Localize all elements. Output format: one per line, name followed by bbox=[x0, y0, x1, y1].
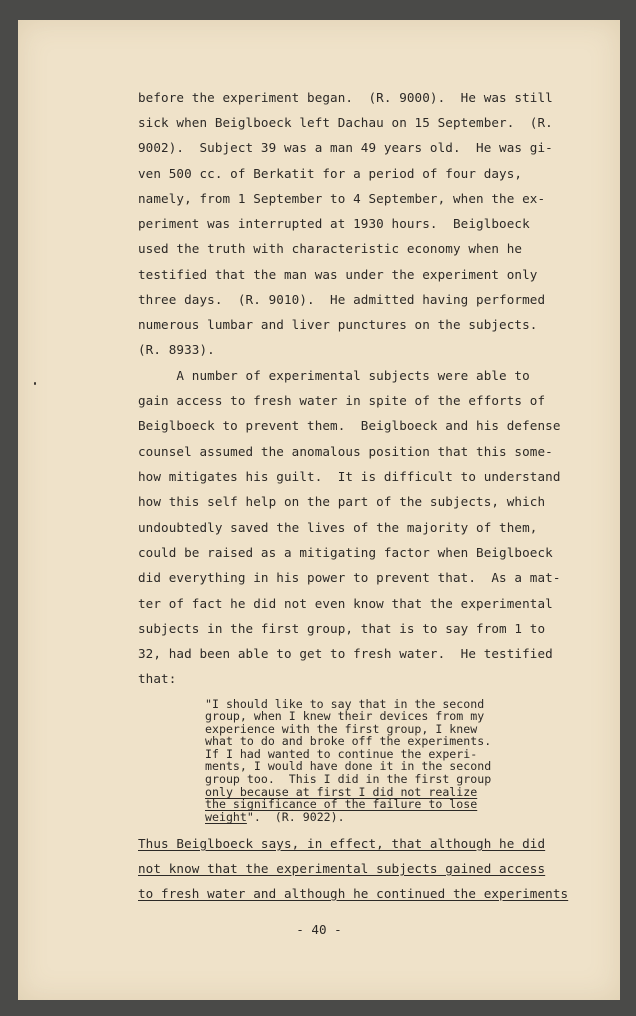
quote-line: group, when I knew their devices from my bbox=[205, 709, 485, 723]
text-line: Beiglboeck to prevent them. Beiglboeck and his defense bbox=[138, 418, 561, 433]
margin-mark bbox=[34, 382, 36, 385]
text-line: undoubtedly saved the lives of the majority of them, bbox=[138, 520, 538, 535]
text-line: how mitigates his guilt. It is difficult to understand bbox=[138, 469, 561, 484]
text-line: subjects in the first group, that is to say from 1 to bbox=[138, 621, 546, 636]
quote-line: group too. This I did in the first group bbox=[205, 772, 492, 786]
text-line: used the truth with characteristic economy when he bbox=[138, 241, 523, 256]
quote-citation: ". (R. 9022). bbox=[246, 810, 345, 824]
quote-underlined-word: weight bbox=[205, 810, 247, 824]
text-line: testified that the man was under the experiment only bbox=[138, 267, 538, 282]
quote-line: ments, I would have done it in the second bbox=[205, 759, 492, 773]
quote-line-underlined: only because at first I did not realize bbox=[205, 785, 478, 799]
text-line: that: bbox=[138, 671, 177, 686]
text-line-underlined: Thus Beiglboeck says, in effect, that although he did bbox=[138, 836, 546, 851]
text-line: counsel assumed the anomalous position that this some- bbox=[138, 444, 553, 459]
text-line-underlined: to fresh water and although he continued the experiments bbox=[138, 886, 569, 901]
text-line: gain access to fresh water in spite of the efforts of bbox=[138, 393, 546, 408]
quote-line: If I had wanted to continue the experi- bbox=[205, 747, 478, 761]
text-line: periment was interrupted at 1930 hours. Beiglboeck bbox=[138, 216, 530, 231]
quote-line bbox=[205, 811, 345, 824]
text-line: 32, had been able to get to fresh water. He testified bbox=[138, 646, 553, 661]
text-line: could be raised as a mitigating factor when Beiglboeck bbox=[138, 545, 553, 560]
text-line: ter of fact he did not even know that the experimental bbox=[138, 596, 553, 611]
text-line: (R. 8933). bbox=[138, 342, 215, 357]
quote-line-underlined: the significance of the failure to lose bbox=[205, 797, 478, 811]
text-line: before the experiment began. (R. 9000). He was still bbox=[138, 90, 553, 105]
document-page bbox=[18, 20, 620, 1000]
page-number: - 40 - bbox=[296, 922, 342, 937]
text-line: namely, from 1 September to 4 September, when the ex- bbox=[138, 191, 546, 206]
quote-line: "I should like to say that in the second bbox=[205, 697, 485, 711]
text-line: numerous lumbar and liver punctures on the subjects. bbox=[138, 317, 538, 332]
text-line: how this self help on the part of the subjects, which bbox=[138, 494, 546, 509]
text-line: 9002). Subject 39 was a man 49 years old. He was gi- bbox=[138, 140, 553, 155]
text-line: ven 500 cc. of Berkatit for a period of four days, bbox=[138, 166, 523, 181]
text-line: three days. (R. 9010). He admitted having performed bbox=[138, 292, 546, 307]
quote-line: what to do and broke off the experiments. bbox=[205, 734, 492, 748]
quote-line: experience with the first group, I knew bbox=[205, 722, 478, 736]
text-line: A number of experimental subjects were able to bbox=[138, 368, 530, 383]
text-line: did everything in his power to prevent that. As a mat- bbox=[138, 570, 561, 585]
text-line: sick when Beiglboeck left Dachau on 15 September. (R. bbox=[138, 115, 553, 130]
text-line-underlined: not know that the experimental subjects gained access bbox=[138, 861, 546, 876]
